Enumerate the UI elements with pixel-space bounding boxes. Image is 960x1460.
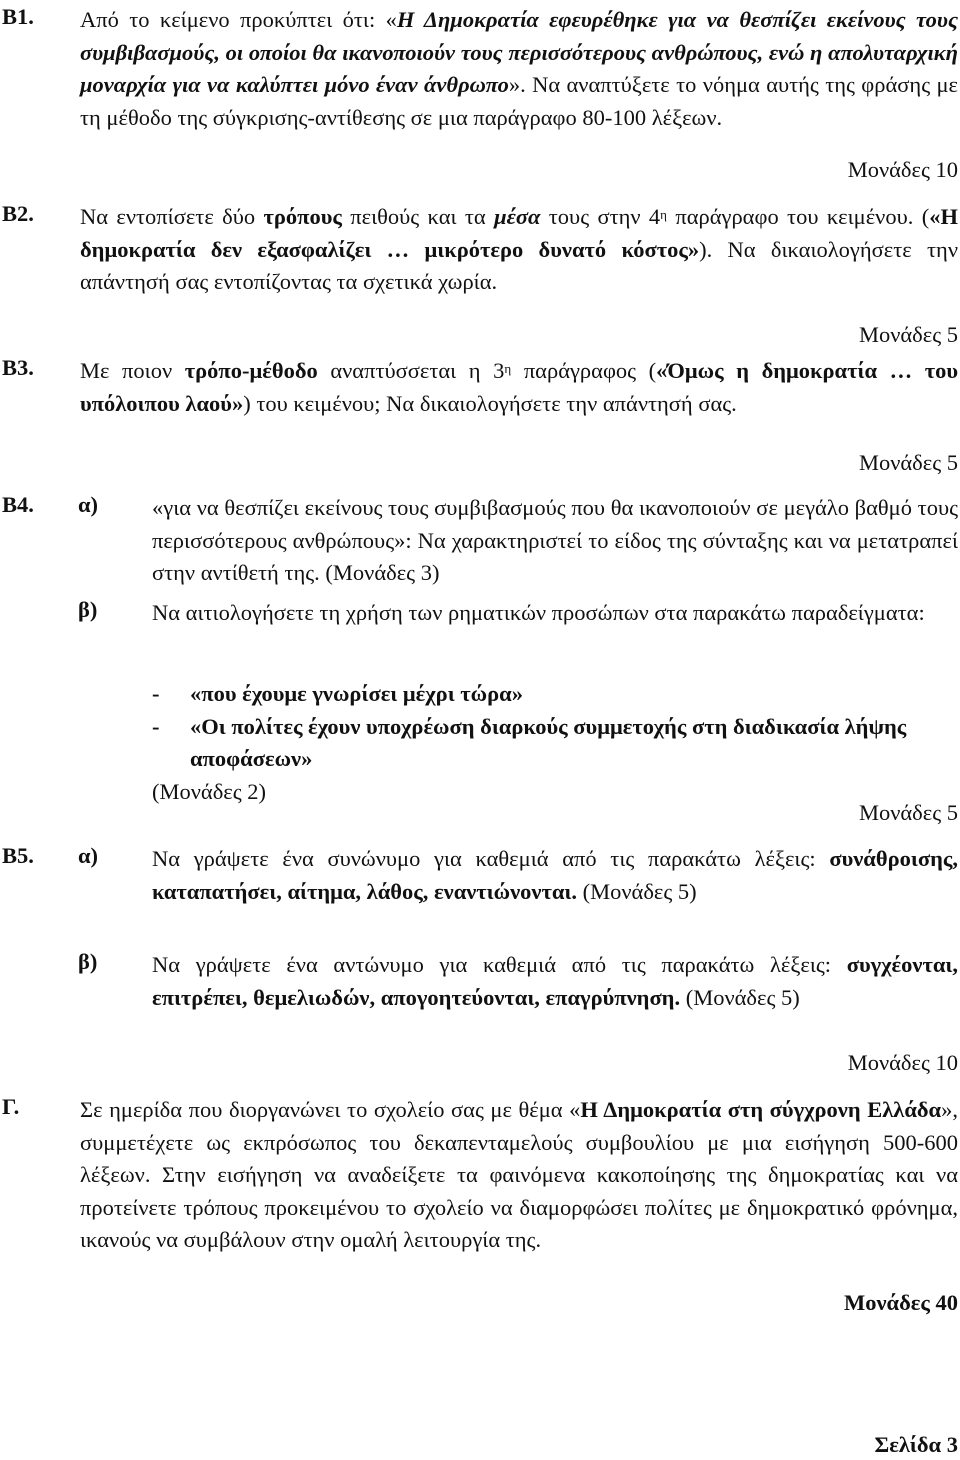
list-item: - «Οι πολίτες έχουν υποχρέωση διαρκούς συμμετοχής στη διαδικασία λήψης αποφάσεων» (152, 713, 907, 771)
subquestion-label-b: β) (78, 597, 98, 622)
question-label: Β3. (2, 355, 34, 380)
subquestion-text-b: Να αιτιολογήσετε τη χρήση των ρηματικών προσώπων στα παρακάτω παραδείγματα: (152, 600, 925, 625)
marks-b2: Μονάδες 5 (858, 322, 958, 347)
question-text: Από το κείμενο προκύπτει ότι: «Η Δημοκρατία εφευρέθηκε για να θεσπίζει εκείνους τους συμβιβασμούς, οι οποίοι θα ικανοποιούν τους περισσότερους ανθρώπους, ενώ η απολυταρχική μοναρχία για να καλύπτει μόνο έναν άνθρωπο». Να αναπτύξετε το νόημα αυτής της φράσης με τη μέθοδο της σύγκρισης-αντίθεσης σε μια παράγραφο 80-100 λέξεων. (80, 7, 958, 130)
subquestion-label-a: α) (78, 843, 99, 868)
marks-b1: Μονάδες 10 (847, 157, 958, 182)
page-number: Σελίδα 3 (874, 1432, 958, 1457)
subquestion-text-a: Να γράψετε ένα συνώνυμο για καθεμιά από τις παρακάτω λέξεις: συνάθροισης, καταπατήσει, αίτημα, λάθος, εναντιώνονται. (Μονάδες 5) (152, 846, 958, 904)
question-text: Να εντοπίσετε δύο τρόπους πειθούς και τα μέσα τους στην $4^\eta$ παράγραφο του κειμένου. («Η δημοκρατία δεν εξασφαλίζει … μικρότερο δυνατό κόστος»). Να δικαιολογήσετε την απάντησή σας εντοπίζοντας τα σχετικά χωρία. (80, 204, 958, 294)
list-item: - «που έχουμε γνωρίσει μέχρι τώρα» (152, 681, 523, 706)
examples-list (152, 678, 958, 808)
question-text: Με ποιον τρόπο-μέθοδο αναπτύσσεται η $3^\eta$ παράγραφος («Όμως η δημοκρατία … του υπόλοιπου λαού») του κειμένου; Να δικαιολογήσετε την απάντησή σας. (80, 358, 958, 416)
question-label: Γ. (2, 1094, 20, 1119)
question-text: Σε ημερίδα που διοργανώνει το σχολείο σας με θέμα «Η Δημοκρατία στη σύγχρονη Ελλάδα», συμμετέχετε ως εκπρόσωπος του δεκαπενταμελούς συμβουλίου με μια εισήγηση 500-600 λέξεων. Στην εισήγηση να αναδείξετε τα φαινόμενα κακοποίησης της δημοκρατίας και να προτείνετε τρόπους προκειμένου το σχολείο να διαμορφώσει πολίτες με δημοκρατικό φρόνημα, ικανούς να συμβάλουν στην ομαλή λειτουργία της. (80, 1097, 958, 1252)
question-label: Β4. (2, 492, 34, 517)
question-label: Β2. (2, 201, 34, 226)
subquestion-text-a: «για να θεσπίζει εκείνους τους συμβιβασμούς που θα ικανοποιούν σε μεγάλο βαθμό τους περισσότερους ανθρώπους»: Να χαρακτηριστεί το είδος της σύνταξης και να μετατραπεί στην αντίθετή της. (Μονάδες 3) (152, 495, 958, 585)
marks-b3: Μονάδες 5 (858, 450, 958, 475)
marks-b5: Μονάδες 10 (847, 1050, 958, 1075)
question-label: Β5. (2, 843, 34, 868)
subquestion-label-a: α) (78, 492, 99, 517)
subquestion-label-b: β) (78, 949, 98, 974)
question-label: Β1. (2, 4, 34, 29)
subquestion-text-b: Να γράψετε ένα αντώνυμο για καθεμιά από τις παρακάτω λέξεις: συγχέονται, επιτρέπει, θεμελιωδών, απογοητεύονται, επαγρύπνηση. (Μονάδες 5) (152, 952, 958, 1010)
marks-b4: Μονάδες 5 (858, 800, 958, 825)
marks-g: Μονάδες 40 (843, 1290, 958, 1315)
inline-marks: (Μονάδες 2) (152, 778, 267, 804)
quoted-phrase: Η Δημοκρατία εφευρέθηκε για να θεσπίζει εκείνους τους συμβιβασμούς, οι οποίοι θα ικανοποιούν τους περισσότερους ανθρώπους, ενώ η απολυταρχική μοναρχία για να καλύπτει μόνο έναν άνθρωπο (80, 7, 958, 97)
